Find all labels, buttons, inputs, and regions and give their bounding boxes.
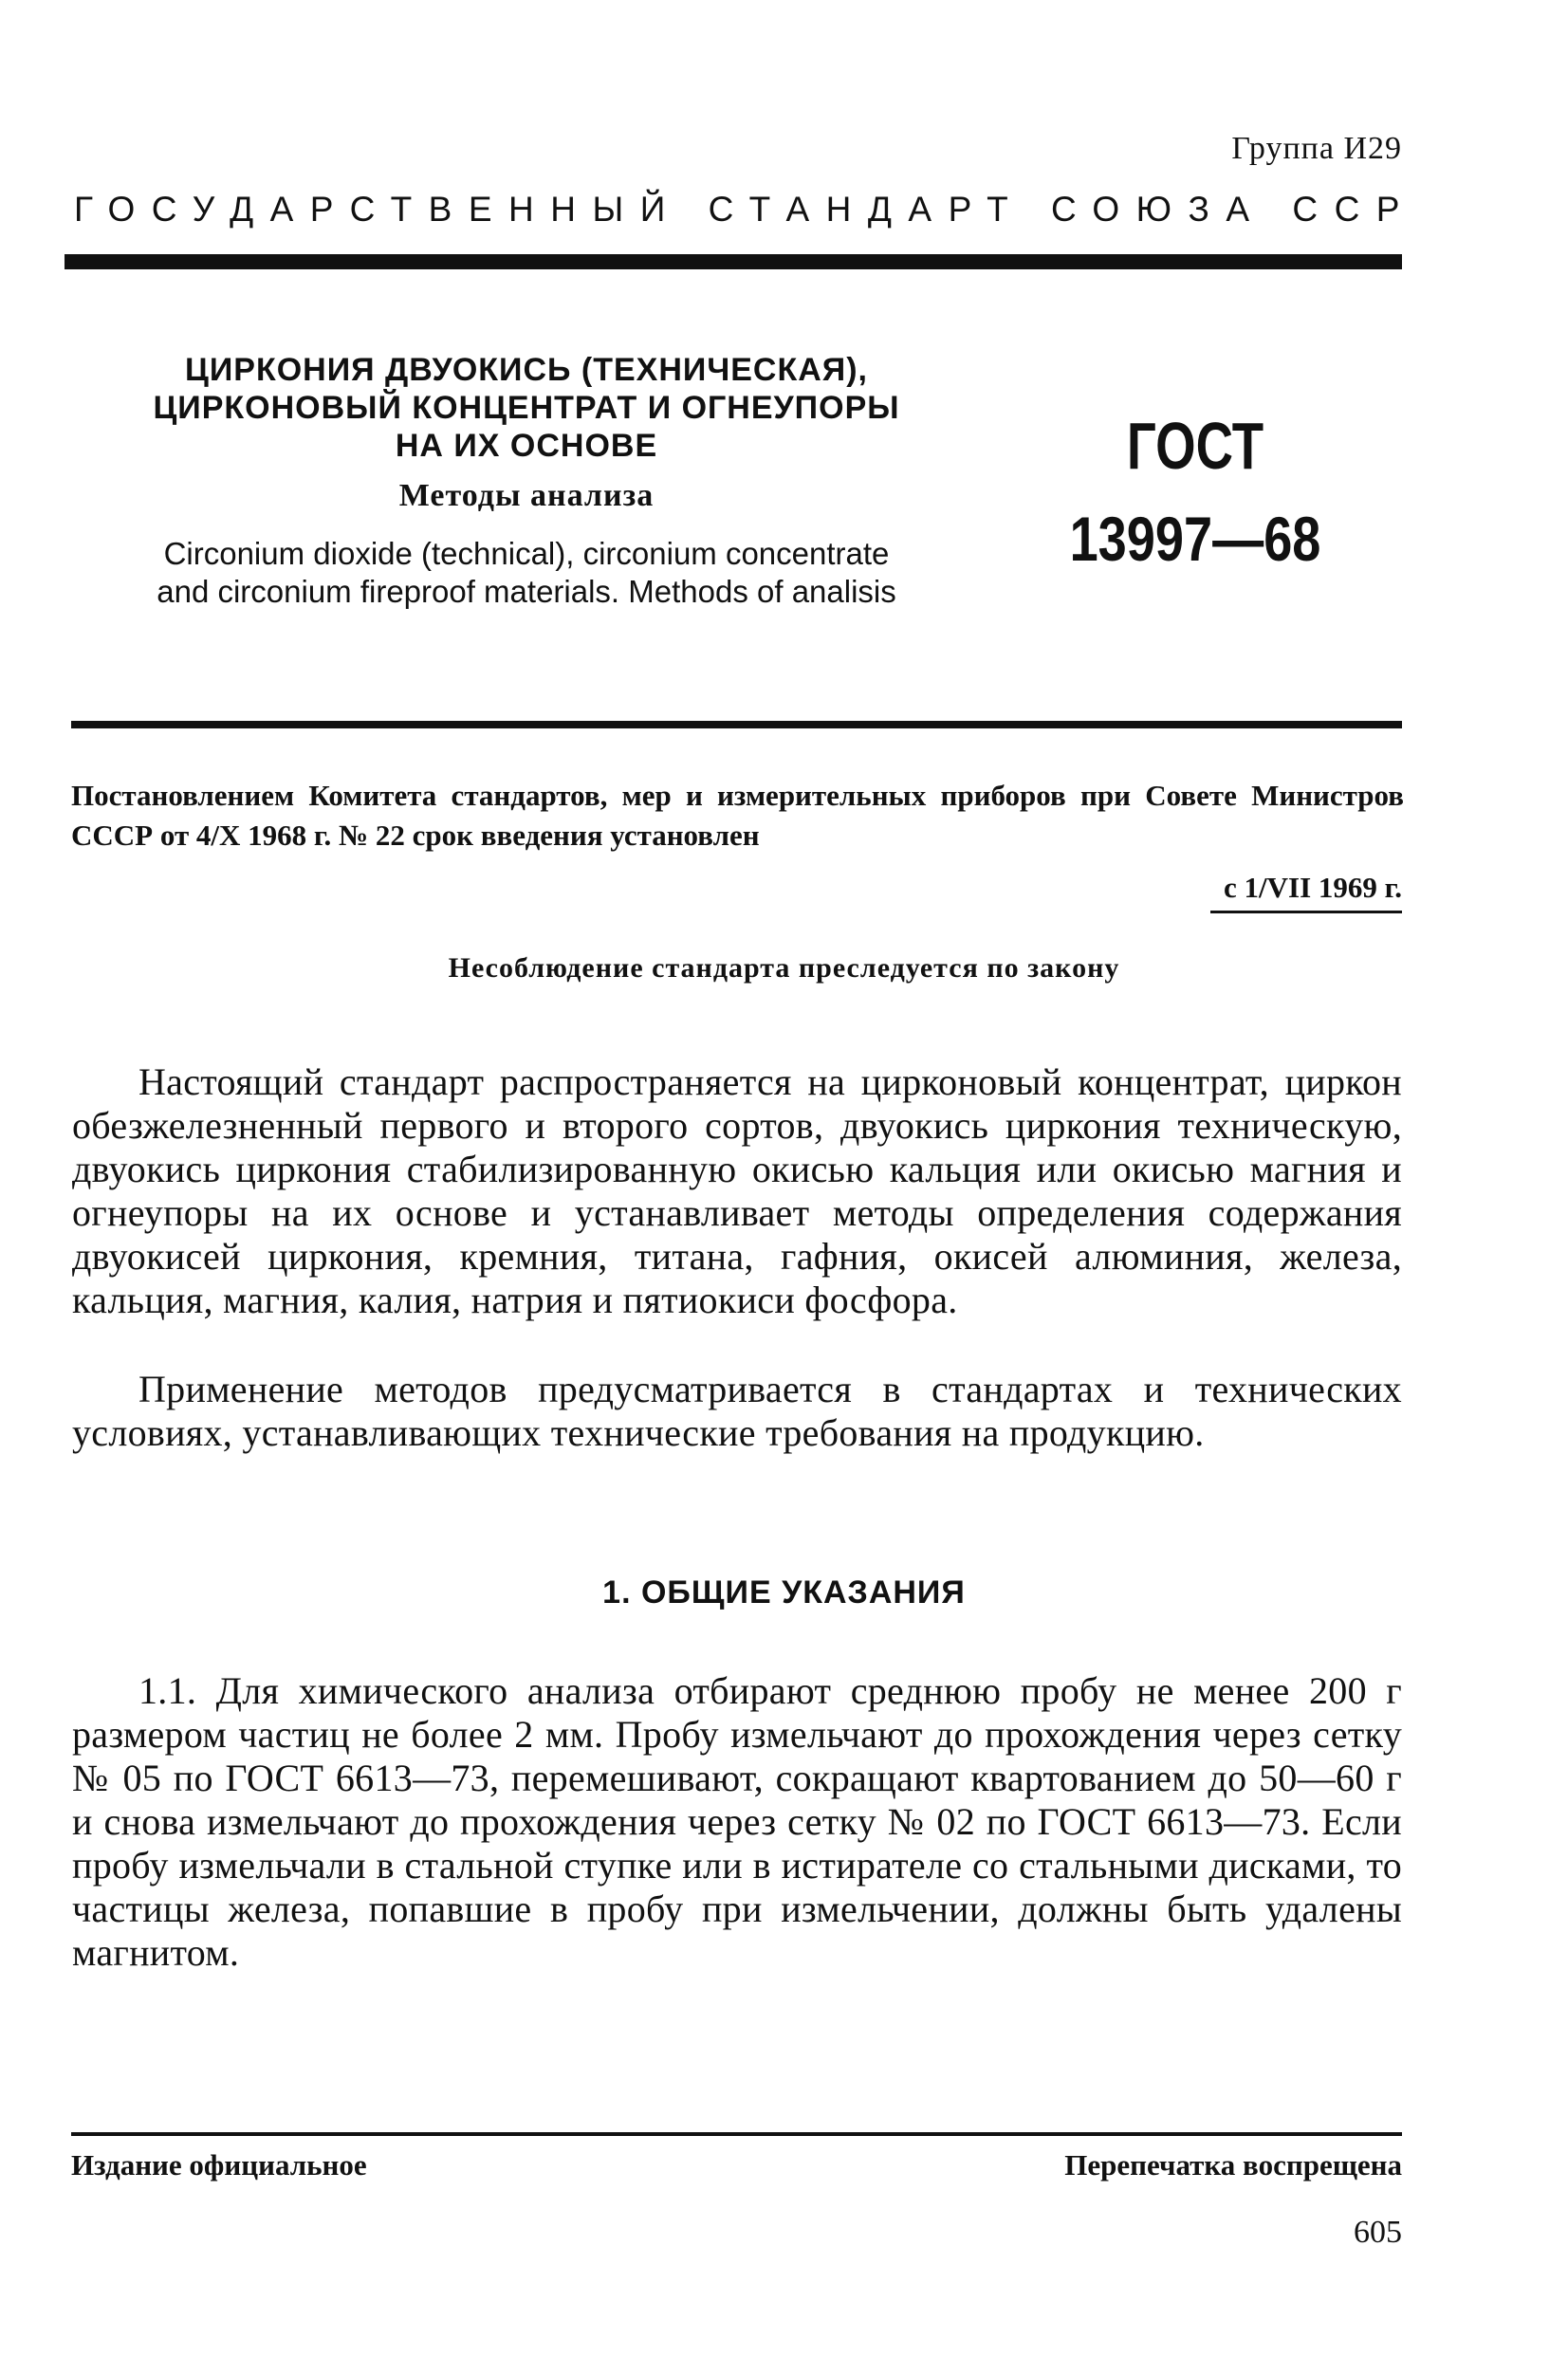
effective-date: с 1/VII 1969 г. bbox=[1210, 871, 1402, 913]
header-divider bbox=[65, 254, 1402, 269]
legal-notice: Несоблюдение стандарта преследуется по закону bbox=[448, 952, 1120, 984]
english-title bbox=[85, 535, 968, 611]
section-heading: 1. ОБЩИЕ УКАЗАНИЯ bbox=[602, 1574, 966, 1611]
document-title-block bbox=[85, 351, 968, 611]
footer-divider bbox=[71, 2132, 1402, 2136]
gost-number: 13997—68 bbox=[1069, 504, 1321, 574]
document-subtitle: Методы анализа bbox=[398, 478, 655, 513]
body-paragraph-scope: Настоящий стандарт распространяется на цирконовый концентрат, циркон обезжелезненный первого и второго сортов, двуокись циркония техническую, двуокись циркония стабилизированную окисью кальция или окисью магния и огнеупоры на их основе и устанавливает методы определения содержания двуокисей циркония, кремния, титана, гафния, окисей алюминия, железа, кальция, магния, калия, натрия и пятиокиси фосфора. bbox=[72, 1060, 1402, 1321]
title-line: ЦИРКОНИЯ ДВУОКИСЬ (ТЕХНИЧЕСКАЯ), bbox=[185, 352, 868, 388]
title-divider bbox=[71, 721, 1402, 728]
body-paragraph-application: Применение методов предусматривается в стандартах и технических условиях, устанавливающих технические требования на продукцию. bbox=[72, 1368, 1402, 1454]
english-title-line: Circonium dioxide (technical), circonium concentrate bbox=[163, 536, 890, 571]
english-title-line: and circonium fireproof materials. Methods of analisis bbox=[157, 574, 896, 609]
footer-reprint-prohibited: Перепечатка воспрещена bbox=[1064, 2148, 1402, 2182]
title-line: НА ИХ ОСНОВЕ bbox=[395, 428, 658, 464]
gost-label: ГОСТ bbox=[1126, 409, 1264, 483]
footer-official-edition: Издание официальное bbox=[71, 2148, 367, 2182]
body-paragraph-1-1: 1.1. Для химического анализа отбирают среднюю пробу не менее 200 г размером частиц не более 2 мм. Пробу измельчают до прохождения через сетку № 05 по ГОСТ 6613—73, перемешивают, сокращают квартованием до 50—60 г и снова измельчают до прохождения через сетку № 02 по ГОСТ 6613—73. Если пробу измельчали в стальной ступке или в истирателе со стальными дисками, то частицы железа, попавшие в пробу при измельчении, должны быть удалены магнитом. bbox=[72, 1669, 1402, 1974]
title-line: ЦИРКОНОВЫЙ КОНЦЕНТРАТ И ОГНЕУПОРЫ bbox=[153, 390, 900, 426]
group-label: Группа И29 bbox=[1231, 131, 1402, 166]
decree-text: Постановлением Комитета стандартов, мер и измерительных приборов при Совете Министров СССР от 4/X 1968 г. № 22 срок введения установлен bbox=[71, 779, 1404, 852]
page-number: 605 bbox=[1354, 2215, 1402, 2250]
state-standard-heading: ГОСУДАРСТВЕННЫЙ СТАНДАРТ СОЮЗА ССР bbox=[74, 190, 1416, 229]
